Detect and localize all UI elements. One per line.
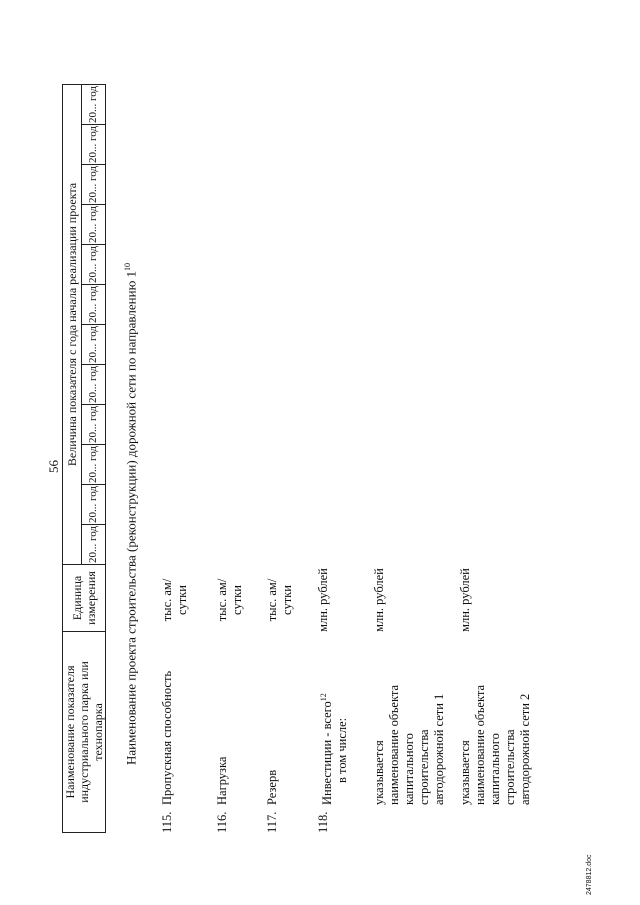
- row-label: указывается наименование объекта капитального строительства автодорожной сети 1: [372, 684, 446, 805]
- row-unit: млн. рублей: [372, 568, 386, 632]
- year-cell: 20... год: [81, 125, 105, 165]
- row-label-text: Инвестиции - всего: [320, 701, 335, 805]
- section-title-text: Наименование проекта строительства (реконструкции) дорожной сети по направлению 1: [123, 270, 139, 765]
- year-cell: 20... год: [81, 165, 105, 205]
- header-name-column: Наименование показателя индустриального парка или технопарка: [63, 632, 106, 833]
- year-cell: 20... год: [81, 365, 105, 405]
- row-sublabel: в том числе:: [335, 717, 350, 783]
- table-row: [316, 553, 348, 833]
- row-number: 116.: [215, 811, 229, 833]
- table-row: [265, 553, 295, 833]
- row-label: Нагрузка: [215, 756, 229, 805]
- row-label: Пропускная способность: [160, 670, 174, 805]
- year-cell: 20... год: [81, 445, 105, 485]
- header-period-span: Величина показателя с года начала реализации проекта: [63, 85, 82, 565]
- row-number: 117.: [265, 811, 279, 833]
- row-unit: млн. рублей: [458, 568, 472, 632]
- row-number: 118.: [316, 811, 330, 833]
- year-cell: 20... год: [81, 485, 105, 525]
- row-unit: млн. рублей: [316, 568, 330, 632]
- year-cell: 20... год: [81, 205, 105, 245]
- year-cell: 20... год: [81, 245, 105, 285]
- section-title: [123, 263, 139, 765]
- row-number: 115.: [160, 811, 174, 833]
- year-cell: 20... год: [81, 285, 105, 325]
- table-row: [458, 553, 532, 833]
- page-number: 56: [46, 460, 61, 473]
- row-unit: тыс. ам/ сутки: [265, 578, 294, 622]
- footnote-ref: 10: [123, 262, 132, 271]
- year-cell: 20... год: [81, 405, 105, 445]
- year-cell: 20... год: [81, 525, 105, 565]
- file-footer: 2478812.doc: [586, 854, 593, 895]
- row-unit: тыс. ам/ сутки: [160, 578, 189, 622]
- table-row: [372, 553, 446, 833]
- table-row: [160, 553, 190, 833]
- table-row: [215, 553, 245, 833]
- header-unit-column: Единица измерения: [63, 565, 106, 632]
- year-cell: 20... год: [81, 85, 105, 125]
- footnote-ref: 12: [319, 693, 328, 702]
- row-label: Резерв: [265, 769, 279, 805]
- year-cell: 20... год: [81, 325, 105, 365]
- indicator-table-header: [62, 84, 106, 833]
- row-label: [316, 645, 350, 805]
- row-unit: тыс. ам/ сутки: [215, 578, 244, 622]
- row-label: указывается наименование объекта капитального строительства автодорожной сети 2: [458, 684, 532, 805]
